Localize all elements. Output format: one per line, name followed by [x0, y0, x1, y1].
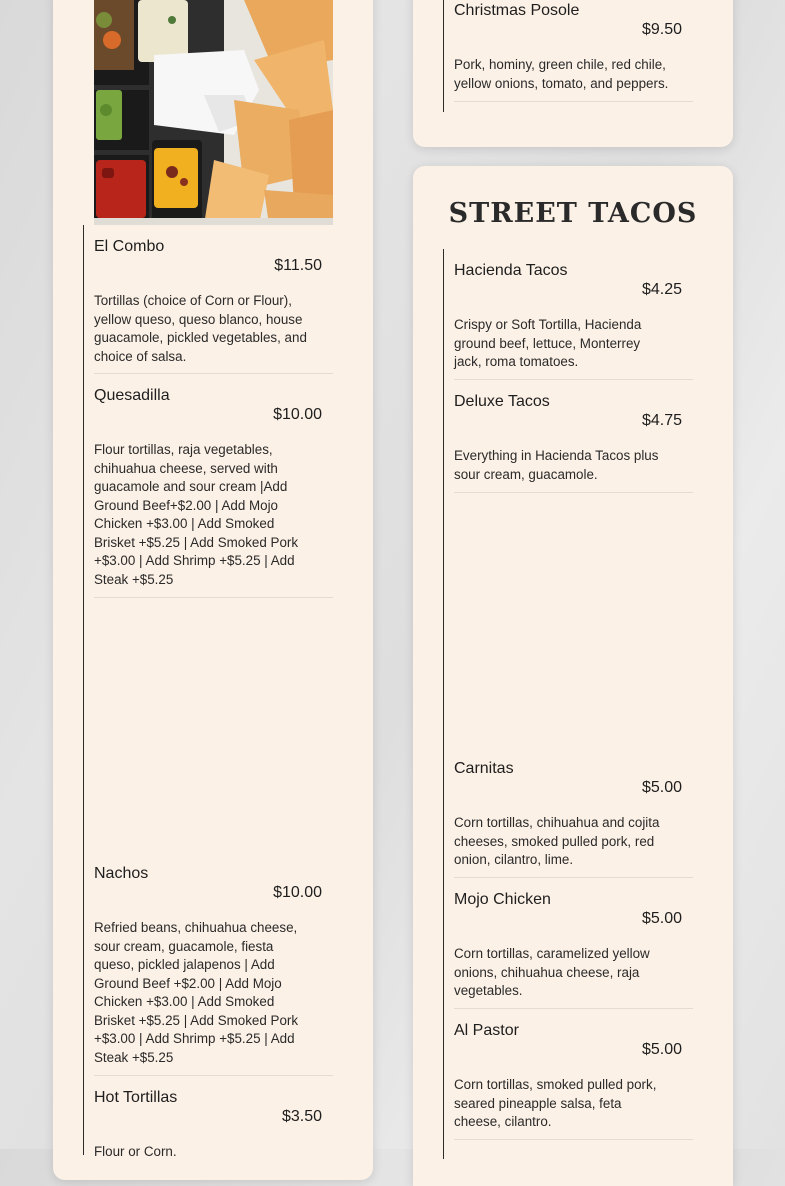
item-name: Carnitas: [454, 760, 514, 777]
menu-item-al-pastor[interactable]: [454, 1021, 693, 1132]
item-price: $3.50: [281, 1108, 322, 1125]
menu-item-nachos[interactable]: [94, 864, 333, 1067]
item-description: Corn tortillas, chihuahua and cojita cheeses, smoked pulled pork, red onion, cilantro, lime.: [454, 815, 660, 867]
item-name: Hacienda Tacos: [454, 262, 568, 279]
item-description: Corn tortillas, smoked pulled pork, seared pineapple salsa, feta cheese, cilantro.: [454, 1077, 657, 1129]
item-description: Everything in Hacienda Tacos plus sour cream, guacamole.: [454, 448, 659, 482]
menu-item-christmas-posole[interactable]: [454, 1, 693, 93]
item-description: Pork, hominy, green chile, red chile, yellow onions, tomato, and peppers.: [454, 57, 669, 91]
item-name: Mojo Chicken: [454, 891, 551, 908]
item-name: Christmas Posole: [454, 2, 580, 19]
el-combo-photo: [94, 0, 333, 225]
item-divider: [94, 373, 333, 374]
item-price: $10.00: [273, 406, 322, 423]
item-divider: [454, 1008, 693, 1009]
item-divider: [454, 1139, 693, 1140]
menu-item-deluxe-tacos[interactable]: [454, 392, 693, 484]
item-price: $5.00: [641, 779, 682, 796]
item-description: Flour or Corn.: [94, 1144, 177, 1159]
item-divider: [454, 101, 693, 102]
item-name: El Combo: [94, 238, 165, 255]
right-top-column-rule: [443, 0, 444, 112]
item-name: Nachos: [94, 865, 149, 882]
item-divider: [454, 379, 693, 380]
item-price: $9.50: [641, 21, 682, 38]
item-price: $10.00: [273, 884, 322, 901]
item-name: Hot Tortillas: [94, 1089, 178, 1106]
item-description: Crispy or Soft Tortilla, Hacienda ground beef, lettuce, Monterrey jack, roma tomatoes.: [454, 317, 642, 369]
menu-item-quesadilla[interactable]: [94, 386, 333, 589]
item-divider: [94, 1075, 333, 1076]
menu-item-carnitas[interactable]: [454, 759, 693, 870]
item-name: Quesadilla: [94, 387, 170, 404]
item-divider: [454, 492, 693, 493]
item-divider: [94, 597, 333, 598]
menu-item-el-combo[interactable]: [94, 237, 333, 366]
item-price: $4.75: [641, 412, 682, 429]
item-name: Deluxe Tacos: [454, 393, 550, 410]
section-title-street-tacos: STREET TACOS: [448, 198, 698, 229]
item-price: $5.00: [641, 910, 682, 927]
item-name: Al Pastor: [454, 1022, 519, 1039]
item-price: $5.00: [641, 1041, 682, 1058]
item-description: Tortillas (choice of Corn or Flour), yellow queso, queso blanco, house guacamole, pickled vegetables, and choice of salsa.: [94, 293, 307, 364]
menu-item-hacienda-tacos[interactable]: [454, 261, 693, 372]
menu-item-mojo-chicken[interactable]: [454, 890, 693, 1001]
item-description: Corn tortillas, caramelized yellow onions, chihuahua cheese, raja vegetables.: [454, 946, 650, 998]
item-description: Flour tortillas, raja vegetables, chihuahua cheese, served with guacamole and sour cream |Add Ground Beef+$2.00 | Add Mojo Chicken +$3.00 | Add Smoked Brisket +$5.25 | Add Smoked Pork +$3.00 | Add Shrimp +$5.25 | Add Steak +$5.25: [94, 442, 299, 587]
item-description: Refried beans, chihuahua cheese, sour cream, guacamole, fiesta queso, pickled jalapenos | Add Ground Beef +$2.00 | Add Mojo Chicken +$3.00 | Add Smoked Brisket +$5.25 | Add Smoked Pork +$3.00 | Add Shrimp +$5.25 | Add Steak +$5.25: [94, 920, 299, 1065]
item-divider: [454, 877, 693, 878]
el-combo-food-image: [94, 0, 333, 225]
item-price: $11.50: [274, 257, 322, 274]
street-tacos-column-rule: [443, 249, 444, 1159]
item-price: $4.25: [641, 281, 682, 298]
left-column-rule: [83, 225, 84, 1155]
menu-item-hot-tortillas[interactable]: [94, 1088, 333, 1162]
